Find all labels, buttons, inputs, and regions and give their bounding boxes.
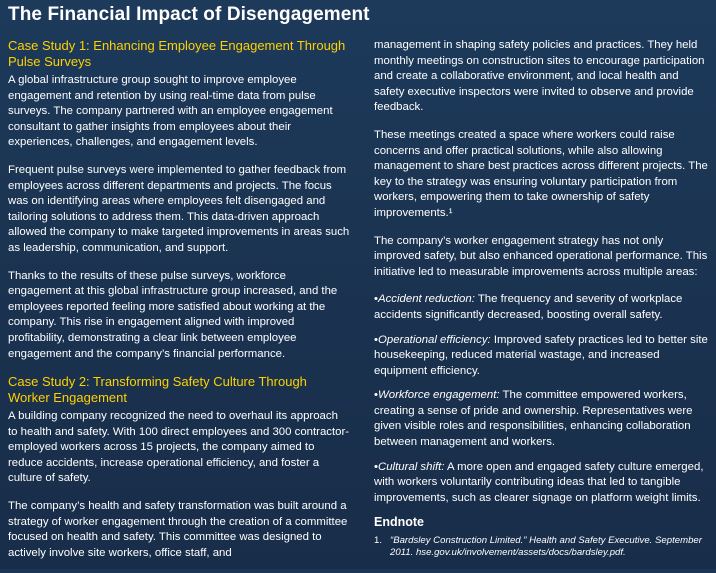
bullet-mark: • <box>374 333 378 346</box>
case-study-2-paragraph: management in shaping safety policies and practices. They held monthly meetings on construction sites to encourage participation and create a collaborative environment, and local health and safety executive inspectors were invited to observe and provide feedback. <box>374 39 705 114</box>
bullet-mark: • <box>374 389 378 402</box>
bullet-text: The committee empowered workers, creating a sense of pride and ownership. Representatives were given visible roles and responsibilities, enhancing collaboration between management and workers. <box>374 389 693 449</box>
bullet-lead: Accident reduction: <box>378 293 475 306</box>
bullet-mark: • <box>374 460 378 473</box>
endnote-text: “Bardsley Construction Limited.” Health and Safety Executive. September 2011. hse.gov.uk/involvement/assets/docs/bardsley.pdf. <box>390 535 702 559</box>
bullet-accident-reduction <box>374 292 710 323</box>
bullet-text: A more open and engaged safety culture emerged, with workers voluntarily contributing ideas that led to tangible improvements, such as clearer signage on platform weight limits. <box>374 460 704 504</box>
case-study-2-paragraph: The company’s worker engagement strategy has not only improved safety, but also enhanced operational performance. This initiative led to measurable improvements across multiple areas: <box>374 234 708 278</box>
bullet-operational-efficiency <box>374 333 710 380</box>
bullet-lead: Operational efficiency: <box>378 333 491 346</box>
case-study-1-paragraph: A global infrastructure group sought to improve employee engagement and retention by using real-time data from pulse surveys. The company partnered with an employee engagement consultant to gather insights from employees about their experiences, challenges, and engagement levels. <box>8 74 333 149</box>
bullet-text: Improved safety practices led to better site housekeeping, reduced material wastage, and increased equipment efficiency. <box>374 333 708 377</box>
case-study-2-paragraph: A building company recognized the need to overhaul its approach to health and safety. With 100 direct employees and 300 contractor-employed workers across 15 projects, the company aimed to reduce accidents, increase operational efficiency, and foster a culture of safety. <box>8 410 350 485</box>
endnote-item <box>374 535 710 559</box>
case-study-1-paragraph: Thanks to the results of these pulse surveys, workforce engagement at this global infrastructure group increased, and the employees reported feeling more satisfied about working at the company. This rise in engagement aligned with improved profitability, demonstrating a clear link between employee engagement and the company’s financial performance. <box>8 269 338 360</box>
case-study-1-paragraph: Frequent pulse surveys were implemented to gather feedback from employees across different departments and projects. The focus was on identifying areas where employees felt disengaged and tailoring solutions to address them. This data-driven approach allowed the company to make targeted improvements in areas such as leadership, communication, and support. <box>8 163 350 254</box>
bullet-lead: Workforce engagement: <box>378 389 500 402</box>
page-title: The Financial Impact of Disengagement <box>8 4 370 25</box>
left-column <box>8 38 350 573</box>
endnote-number: 1. <box>374 535 383 547</box>
case-study-2-paragraph: These meetings created a space where workers could raise concerns and offer practical solutions, while also allowing management to share best practices across different projects. The key to the strategy was ensuring voluntary participation from workers, empowering them to take ownership of safety improvements.¹ <box>374 128 708 219</box>
case-study-2-paragraph: The company’s health and safety transformation was built around a strategy of worker engagement through the creation of a committee focused on health and safety. This committee was designed to actively involve site workers, office staff, and <box>8 500 348 559</box>
right-column <box>374 38 710 559</box>
bullet-workforce-engagement <box>374 388 710 450</box>
bullet-lead: Cultural shift: <box>378 460 445 473</box>
bullet-cultural-shift <box>374 460 710 507</box>
case-study-1-heading: Case Study 1: Enhancing Employee Engagement Through Pulse Surveys <box>8 38 346 69</box>
case-study-2-heading: Case Study 2: Transforming Safety Culture Through Worker Engagement <box>8 374 307 406</box>
bullet-mark: • <box>374 293 378 306</box>
bullet-text: The frequency and severity of workplace accidents significantly decreased, boosting overall safety. <box>374 293 683 321</box>
endnote-heading: Endnote <box>374 515 424 530</box>
